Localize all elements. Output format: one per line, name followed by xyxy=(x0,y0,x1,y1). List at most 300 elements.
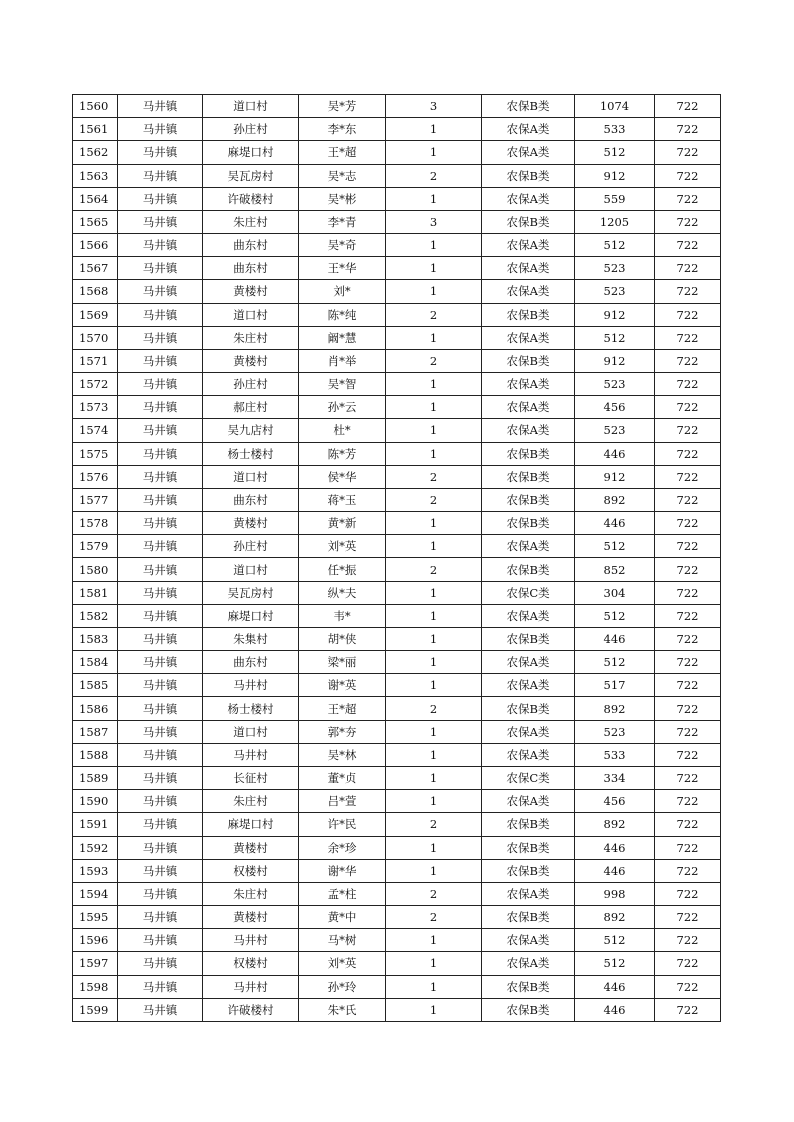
seq-cell: 1591 xyxy=(73,813,118,836)
name-cell: 吴*林 xyxy=(299,743,386,766)
seq-cell: 1561 xyxy=(73,118,118,141)
seq-cell: 1583 xyxy=(73,627,118,650)
count-cell: 3 xyxy=(386,95,482,118)
table-row xyxy=(73,326,721,349)
village-cell: 曲东村 xyxy=(203,234,299,257)
category-cell: 农保B类 xyxy=(482,998,575,1021)
seq-cell: 1577 xyxy=(73,488,118,511)
town-cell: 马井镇 xyxy=(118,535,203,558)
roster-table-body xyxy=(73,95,721,1022)
name-cell: 刘* xyxy=(299,280,386,303)
town-cell: 马井镇 xyxy=(118,303,203,326)
village-cell: 道口村 xyxy=(203,720,299,743)
category-cell: 农保A类 xyxy=(482,118,575,141)
count-cell: 3 xyxy=(386,210,482,233)
village-cell: 朱庄村 xyxy=(203,882,299,905)
count-cell: 2 xyxy=(386,349,482,372)
village-cell: 马井村 xyxy=(203,674,299,697)
amount-cell: 533 xyxy=(575,743,655,766)
name-cell: 杜* xyxy=(299,419,386,442)
seq-cell: 1594 xyxy=(73,882,118,905)
count-cell: 1 xyxy=(386,373,482,396)
category-cell: 农保A类 xyxy=(482,604,575,627)
category-cell: 农保C类 xyxy=(482,766,575,789)
amount-cell: 304 xyxy=(575,581,655,604)
count-cell: 1 xyxy=(386,975,482,998)
seq-cell: 1588 xyxy=(73,743,118,766)
table-row xyxy=(73,882,721,905)
name-cell: 余*珍 xyxy=(299,836,386,859)
amount-cell: 446 xyxy=(575,627,655,650)
table-row xyxy=(73,743,721,766)
name-cell: 王*超 xyxy=(299,141,386,164)
town-cell: 马井镇 xyxy=(118,952,203,975)
name-cell: 吴*奇 xyxy=(299,234,386,257)
town-cell: 马井镇 xyxy=(118,326,203,349)
table-row xyxy=(73,257,721,280)
standard-cell: 722 xyxy=(655,882,721,905)
standard-cell: 722 xyxy=(655,210,721,233)
village-cell: 麻堤口村 xyxy=(203,813,299,836)
seq-cell: 1580 xyxy=(73,558,118,581)
standard-cell: 722 xyxy=(655,118,721,141)
town-cell: 马井镇 xyxy=(118,674,203,697)
standard-cell: 722 xyxy=(655,512,721,535)
amount-cell: 533 xyxy=(575,118,655,141)
seq-cell: 1585 xyxy=(73,674,118,697)
amount-cell: 523 xyxy=(575,280,655,303)
town-cell: 马井镇 xyxy=(118,442,203,465)
category-cell: 农保B类 xyxy=(482,303,575,326)
amount-cell: 512 xyxy=(575,604,655,627)
village-cell: 权楼村 xyxy=(203,859,299,882)
count-cell: 1 xyxy=(386,836,482,859)
standard-cell: 722 xyxy=(655,581,721,604)
town-cell: 马井镇 xyxy=(118,349,203,372)
category-cell: 农保A类 xyxy=(482,882,575,905)
seq-cell: 1564 xyxy=(73,187,118,210)
category-cell: 农保B类 xyxy=(482,349,575,372)
table-row xyxy=(73,766,721,789)
category-cell: 农保A类 xyxy=(482,234,575,257)
town-cell: 马井镇 xyxy=(118,373,203,396)
standard-cell: 722 xyxy=(655,326,721,349)
category-cell: 农保A类 xyxy=(482,419,575,442)
village-cell: 道口村 xyxy=(203,95,299,118)
village-cell: 许破楼村 xyxy=(203,998,299,1021)
name-cell: 阚*慧 xyxy=(299,326,386,349)
seq-cell: 1598 xyxy=(73,975,118,998)
town-cell: 马井镇 xyxy=(118,906,203,929)
amount-cell: 512 xyxy=(575,952,655,975)
name-cell: 陈*芳 xyxy=(299,442,386,465)
village-cell: 道口村 xyxy=(203,558,299,581)
standard-cell: 722 xyxy=(655,303,721,326)
name-cell: 陈*纯 xyxy=(299,303,386,326)
standard-cell: 722 xyxy=(655,164,721,187)
town-cell: 马井镇 xyxy=(118,720,203,743)
category-cell: 农保B类 xyxy=(482,465,575,488)
seq-cell: 1584 xyxy=(73,651,118,674)
table-row xyxy=(73,512,721,535)
town-cell: 马井镇 xyxy=(118,697,203,720)
village-cell: 长征村 xyxy=(203,766,299,789)
village-cell: 马井村 xyxy=(203,743,299,766)
town-cell: 马井镇 xyxy=(118,118,203,141)
amount-cell: 912 xyxy=(575,349,655,372)
table-row xyxy=(73,697,721,720)
seq-cell: 1573 xyxy=(73,396,118,419)
category-cell: 农保A类 xyxy=(482,373,575,396)
count-cell: 1 xyxy=(386,952,482,975)
town-cell: 马井镇 xyxy=(118,651,203,674)
table-row xyxy=(73,975,721,998)
count-cell: 1 xyxy=(386,512,482,535)
standard-cell: 722 xyxy=(655,975,721,998)
category-cell: 农保A类 xyxy=(482,187,575,210)
name-cell: 谢*英 xyxy=(299,674,386,697)
count-cell: 1 xyxy=(386,396,482,419)
count-cell: 2 xyxy=(386,882,482,905)
amount-cell: 523 xyxy=(575,720,655,743)
name-cell: 韦* xyxy=(299,604,386,627)
town-cell: 马井镇 xyxy=(118,164,203,187)
standard-cell: 722 xyxy=(655,720,721,743)
village-cell: 曲东村 xyxy=(203,651,299,674)
seq-cell: 1596 xyxy=(73,929,118,952)
amount-cell: 1074 xyxy=(575,95,655,118)
amount-cell: 523 xyxy=(575,257,655,280)
category-cell: 农保B类 xyxy=(482,488,575,511)
count-cell: 1 xyxy=(386,720,482,743)
village-cell: 黄楼村 xyxy=(203,512,299,535)
standard-cell: 722 xyxy=(655,627,721,650)
table-row xyxy=(73,465,721,488)
name-cell: 吴*志 xyxy=(299,164,386,187)
village-cell: 朱集村 xyxy=(203,627,299,650)
village-cell: 麻堤口村 xyxy=(203,604,299,627)
amount-cell: 456 xyxy=(575,396,655,419)
village-cell: 道口村 xyxy=(203,465,299,488)
count-cell: 2 xyxy=(386,697,482,720)
amount-cell: 512 xyxy=(575,929,655,952)
amount-cell: 892 xyxy=(575,813,655,836)
town-cell: 马井镇 xyxy=(118,257,203,280)
standard-cell: 722 xyxy=(655,674,721,697)
category-cell: 农保B类 xyxy=(482,859,575,882)
town-cell: 马井镇 xyxy=(118,396,203,419)
town-cell: 马井镇 xyxy=(118,187,203,210)
name-cell: 孙*玲 xyxy=(299,975,386,998)
category-cell: 农保A类 xyxy=(482,743,575,766)
seq-cell: 1575 xyxy=(73,442,118,465)
name-cell: 谢*华 xyxy=(299,859,386,882)
town-cell: 马井镇 xyxy=(118,836,203,859)
village-cell: 郝庄村 xyxy=(203,396,299,419)
amount-cell: 559 xyxy=(575,187,655,210)
town-cell: 马井镇 xyxy=(118,813,203,836)
table-row xyxy=(73,859,721,882)
table-row xyxy=(73,95,721,118)
seq-cell: 1572 xyxy=(73,373,118,396)
standard-cell: 722 xyxy=(655,419,721,442)
table-row xyxy=(73,187,721,210)
name-cell: 王*华 xyxy=(299,257,386,280)
name-cell: 刘*英 xyxy=(299,952,386,975)
standard-cell: 722 xyxy=(655,859,721,882)
village-cell: 黄楼村 xyxy=(203,280,299,303)
amount-cell: 334 xyxy=(575,766,655,789)
seq-cell: 1593 xyxy=(73,859,118,882)
name-cell: 黄*中 xyxy=(299,906,386,929)
village-cell: 朱庄村 xyxy=(203,210,299,233)
amount-cell: 912 xyxy=(575,164,655,187)
town-cell: 马井镇 xyxy=(118,512,203,535)
name-cell: 吴*智 xyxy=(299,373,386,396)
standard-cell: 722 xyxy=(655,604,721,627)
name-cell: 王*超 xyxy=(299,697,386,720)
seq-cell: 1567 xyxy=(73,257,118,280)
category-cell: 农保B类 xyxy=(482,210,575,233)
table-row xyxy=(73,419,721,442)
village-cell: 许破楼村 xyxy=(203,187,299,210)
town-cell: 马井镇 xyxy=(118,581,203,604)
seq-cell: 1574 xyxy=(73,419,118,442)
seq-cell: 1586 xyxy=(73,697,118,720)
count-cell: 1 xyxy=(386,790,482,813)
village-cell: 曲东村 xyxy=(203,257,299,280)
standard-cell: 722 xyxy=(655,234,721,257)
category-cell: 农保A类 xyxy=(482,326,575,349)
table-row xyxy=(73,303,721,326)
seq-cell: 1597 xyxy=(73,952,118,975)
standard-cell: 722 xyxy=(655,813,721,836)
count-cell: 1 xyxy=(386,674,482,697)
count-cell: 1 xyxy=(386,187,482,210)
seq-cell: 1592 xyxy=(73,836,118,859)
town-cell: 马井镇 xyxy=(118,627,203,650)
town-cell: 马井镇 xyxy=(118,488,203,511)
town-cell: 马井镇 xyxy=(118,280,203,303)
count-cell: 1 xyxy=(386,581,482,604)
count-cell: 1 xyxy=(386,859,482,882)
amount-cell: 512 xyxy=(575,326,655,349)
amount-cell: 998 xyxy=(575,882,655,905)
seq-cell: 1570 xyxy=(73,326,118,349)
count-cell: 1 xyxy=(386,998,482,1021)
category-cell: 农保B类 xyxy=(482,164,575,187)
seq-cell: 1581 xyxy=(73,581,118,604)
count-cell: 1 xyxy=(386,535,482,558)
seq-cell: 1571 xyxy=(73,349,118,372)
table-row xyxy=(73,581,721,604)
seq-cell: 1569 xyxy=(73,303,118,326)
village-cell: 杨士楼村 xyxy=(203,442,299,465)
category-cell: 农保B类 xyxy=(482,813,575,836)
count-cell: 1 xyxy=(386,766,482,789)
standard-cell: 722 xyxy=(655,906,721,929)
amount-cell: 523 xyxy=(575,419,655,442)
standard-cell: 722 xyxy=(655,442,721,465)
standard-cell: 722 xyxy=(655,952,721,975)
standard-cell: 722 xyxy=(655,280,721,303)
name-cell: 胡*侠 xyxy=(299,627,386,650)
table-row xyxy=(73,234,721,257)
count-cell: 1 xyxy=(386,118,482,141)
standard-cell: 722 xyxy=(655,836,721,859)
category-cell: 农保A类 xyxy=(482,929,575,952)
count-cell: 2 xyxy=(386,465,482,488)
standard-cell: 722 xyxy=(655,743,721,766)
name-cell: 梁*丽 xyxy=(299,651,386,674)
amount-cell: 517 xyxy=(575,674,655,697)
category-cell: 农保A类 xyxy=(482,720,575,743)
name-cell: 黄*新 xyxy=(299,512,386,535)
amount-cell: 1205 xyxy=(575,210,655,233)
amount-cell: 512 xyxy=(575,535,655,558)
amount-cell: 446 xyxy=(575,442,655,465)
town-cell: 马井镇 xyxy=(118,975,203,998)
category-cell: 农保B类 xyxy=(482,95,575,118)
category-cell: 农保B类 xyxy=(482,627,575,650)
village-cell: 孙庄村 xyxy=(203,118,299,141)
category-cell: 农保A类 xyxy=(482,535,575,558)
amount-cell: 892 xyxy=(575,697,655,720)
standard-cell: 722 xyxy=(655,790,721,813)
table-row xyxy=(73,627,721,650)
table-row xyxy=(73,373,721,396)
village-cell: 马井村 xyxy=(203,929,299,952)
standard-cell: 722 xyxy=(655,697,721,720)
name-cell: 纵*夫 xyxy=(299,581,386,604)
count-cell: 1 xyxy=(386,627,482,650)
count-cell: 1 xyxy=(386,257,482,280)
count-cell: 2 xyxy=(386,488,482,511)
town-cell: 马井镇 xyxy=(118,465,203,488)
seq-cell: 1563 xyxy=(73,164,118,187)
seq-cell: 1576 xyxy=(73,465,118,488)
table-row xyxy=(73,651,721,674)
count-cell: 1 xyxy=(386,280,482,303)
table-row xyxy=(73,164,721,187)
count-cell: 1 xyxy=(386,234,482,257)
category-cell: 农保A类 xyxy=(482,257,575,280)
table-row xyxy=(73,813,721,836)
table-row xyxy=(73,906,721,929)
town-cell: 马井镇 xyxy=(118,95,203,118)
count-cell: 2 xyxy=(386,906,482,929)
name-cell: 孙*云 xyxy=(299,396,386,419)
village-cell: 马井村 xyxy=(203,975,299,998)
name-cell: 董*贞 xyxy=(299,766,386,789)
standard-cell: 722 xyxy=(655,396,721,419)
name-cell: 朱*氏 xyxy=(299,998,386,1021)
name-cell: 吕*萱 xyxy=(299,790,386,813)
seq-cell: 1578 xyxy=(73,512,118,535)
standard-cell: 722 xyxy=(655,558,721,581)
name-cell: 侯*华 xyxy=(299,465,386,488)
amount-cell: 446 xyxy=(575,998,655,1021)
category-cell: 农保A类 xyxy=(482,396,575,419)
category-cell: 农保A类 xyxy=(482,651,575,674)
village-cell: 黄楼村 xyxy=(203,906,299,929)
count-cell: 1 xyxy=(386,419,482,442)
amount-cell: 892 xyxy=(575,906,655,929)
village-cell: 黄楼村 xyxy=(203,836,299,859)
village-cell: 孙庄村 xyxy=(203,373,299,396)
category-cell: 农保A类 xyxy=(482,790,575,813)
town-cell: 马井镇 xyxy=(118,210,203,233)
table-row xyxy=(73,488,721,511)
standard-cell: 722 xyxy=(655,766,721,789)
standard-cell: 722 xyxy=(655,373,721,396)
town-cell: 马井镇 xyxy=(118,790,203,813)
category-cell: 农保B类 xyxy=(482,442,575,465)
amount-cell: 852 xyxy=(575,558,655,581)
town-cell: 马井镇 xyxy=(118,743,203,766)
amount-cell: 512 xyxy=(575,234,655,257)
seq-cell: 1560 xyxy=(73,95,118,118)
town-cell: 马井镇 xyxy=(118,882,203,905)
standard-cell: 722 xyxy=(655,465,721,488)
table-row xyxy=(73,604,721,627)
seq-cell: 1582 xyxy=(73,604,118,627)
standard-cell: 722 xyxy=(655,187,721,210)
amount-cell: 446 xyxy=(575,975,655,998)
count-cell: 2 xyxy=(386,558,482,581)
village-cell: 朱庄村 xyxy=(203,790,299,813)
village-cell: 曲东村 xyxy=(203,488,299,511)
seq-cell: 1587 xyxy=(73,720,118,743)
standard-cell: 722 xyxy=(655,488,721,511)
table-row xyxy=(73,998,721,1021)
count-cell: 2 xyxy=(386,164,482,187)
amount-cell: 912 xyxy=(575,303,655,326)
name-cell: 吴*彬 xyxy=(299,187,386,210)
table-row xyxy=(73,720,721,743)
amount-cell: 512 xyxy=(575,141,655,164)
amount-cell: 523 xyxy=(575,373,655,396)
seq-cell: 1590 xyxy=(73,790,118,813)
village-cell: 吴瓦房村 xyxy=(203,581,299,604)
village-cell: 道口村 xyxy=(203,303,299,326)
seq-cell: 1579 xyxy=(73,535,118,558)
village-cell: 孙庄村 xyxy=(203,535,299,558)
name-cell: 许*民 xyxy=(299,813,386,836)
village-cell: 麻堤口村 xyxy=(203,141,299,164)
name-cell: 李*青 xyxy=(299,210,386,233)
category-cell: 农保A类 xyxy=(482,952,575,975)
table-row xyxy=(73,535,721,558)
table-row xyxy=(73,396,721,419)
standard-cell: 722 xyxy=(655,651,721,674)
category-cell: 农保B类 xyxy=(482,975,575,998)
category-cell: 农保B类 xyxy=(482,558,575,581)
roster-table xyxy=(72,94,721,1022)
count-cell: 1 xyxy=(386,326,482,349)
village-cell: 吴瓦房村 xyxy=(203,164,299,187)
town-cell: 马井镇 xyxy=(118,859,203,882)
seq-cell: 1562 xyxy=(73,141,118,164)
amount-cell: 446 xyxy=(575,512,655,535)
amount-cell: 512 xyxy=(575,651,655,674)
name-cell: 孟*柱 xyxy=(299,882,386,905)
town-cell: 马井镇 xyxy=(118,141,203,164)
count-cell: 2 xyxy=(386,813,482,836)
amount-cell: 456 xyxy=(575,790,655,813)
town-cell: 马井镇 xyxy=(118,419,203,442)
standard-cell: 722 xyxy=(655,95,721,118)
